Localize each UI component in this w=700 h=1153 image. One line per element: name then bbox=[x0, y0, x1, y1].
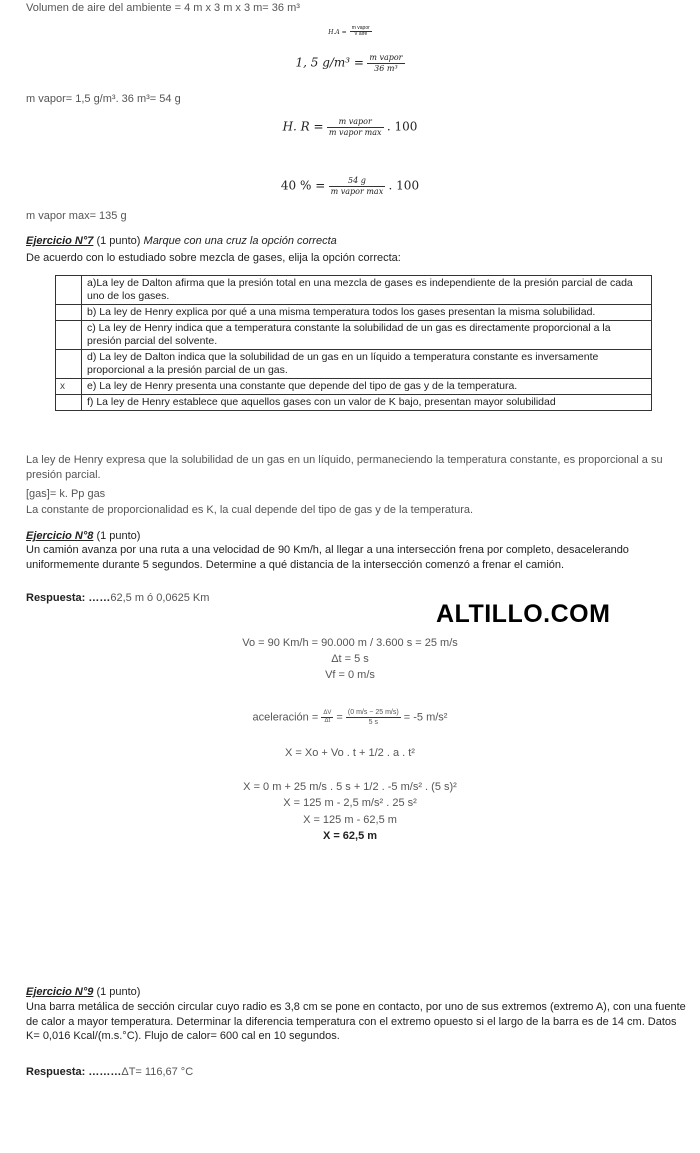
ej7-intro: De acuerdo con lo estudiado sobre mezcla de gases, elija la opción correcta: bbox=[26, 252, 401, 264]
option-row bbox=[56, 379, 652, 395]
option-text: e) La ley de Henry presenta una constante que depende del tipo de gas y de la temperatura. bbox=[82, 379, 652, 395]
option-row bbox=[56, 305, 652, 321]
acc-frac2-den: 5 s bbox=[368, 719, 378, 726]
ej9-title: Ejercicio N°9 bbox=[26, 986, 94, 998]
ej8-step-2: X = 125 m - 2,5 m/s² . 25 s² bbox=[283, 797, 417, 809]
equation-1 bbox=[0, 53, 700, 74]
acc-frac2-num: (0 m/s − 25 m/s) bbox=[347, 709, 399, 716]
acc-fraction-2 bbox=[346, 708, 401, 727]
acc-frac1-num: ΔV bbox=[323, 710, 332, 716]
ej7-instruction: Marque con una cruz la opción correcta bbox=[143, 235, 337, 247]
eq2-num: m vapor bbox=[327, 117, 384, 128]
hr-tiny-den: V aire bbox=[354, 30, 368, 37]
ej9-header bbox=[26, 985, 140, 999]
ej7-explanation-1: La ley de Henry expresa que la solubilidad de un gas en un líquido, permaneciendo la temperatura constante, es proporcional a su presión parcial. bbox=[26, 454, 663, 481]
acc-fraction-1 bbox=[321, 710, 333, 725]
ej9-answer bbox=[26, 1065, 193, 1079]
ej7-title: Ejercicio N°7 bbox=[26, 235, 94, 247]
ej9-answer-value: ΔT= 116,67 °C bbox=[121, 1066, 194, 1078]
eq3-den: m vapor max bbox=[330, 187, 384, 196]
hr-tiny-fraction bbox=[350, 26, 372, 37]
ej8-formula: X = Xo + Vo . t + 1/2 . a . t² bbox=[285, 747, 415, 759]
eq2-rhs: . 100 bbox=[386, 119, 418, 134]
option-checkbox-cell[interactable] bbox=[56, 395, 82, 411]
ej8-answer-label: Respuesta: bbox=[26, 592, 86, 604]
acc-label: aceleración = bbox=[252, 711, 319, 724]
option-checkbox-cell[interactable] bbox=[56, 276, 82, 305]
eq2-lhs: H. R = bbox=[282, 119, 324, 134]
eq1-lhs: 1, 5 g/m³ = bbox=[295, 55, 364, 70]
option-text: b) La ley de Henry explica por qué a una misma temperatura todos los gases presentan la misma solubilidad. bbox=[82, 305, 652, 321]
eq3-rhs: . 100 bbox=[388, 178, 420, 193]
ej8-step-3: X = 125 m - 62,5 m bbox=[303, 814, 397, 826]
eq1-num: m vapor bbox=[369, 53, 403, 62]
ej7-explanation-2: [gas]= k. Pp gas bbox=[26, 488, 106, 500]
option-checkbox-cell[interactable] bbox=[56, 350, 82, 379]
equation-2 bbox=[0, 117, 700, 138]
ej8-answer bbox=[26, 591, 209, 605]
option-text: d) La ley de Dalton indica que la solubilidad de un gas en un líquido a temperatura constante es inversamente proporcional a la presión parcial de un gas. bbox=[82, 350, 652, 379]
acc-result: = -5 m/s² bbox=[403, 711, 448, 724]
ej8-dt: Δt = 5 s bbox=[331, 653, 369, 665]
eq2-fraction bbox=[327, 117, 384, 138]
ej9-answer-label: Respuesta: bbox=[26, 1066, 86, 1078]
option-row bbox=[56, 395, 652, 411]
options-table bbox=[55, 275, 652, 411]
ej8-statement: Un camión avanza por una ruta a una velocidad de 90 Km/h, al llegar a una intersección frena por completo, desacelerando uniformemente durante 5 segundos. Determine a qué distancia de la intersección comenzó a frenar el camión. bbox=[26, 544, 629, 571]
option-text: a)La ley de Dalton afirma que la presión total en una mezcla de gases es independiente de la presión parcial de cada uno de los gases. bbox=[82, 276, 652, 305]
option-row bbox=[56, 321, 652, 350]
ej7-header bbox=[26, 234, 337, 248]
option-checkbox-cell[interactable] bbox=[56, 305, 82, 321]
eq1-den: 36 m³ bbox=[374, 64, 398, 73]
ej8-points: (1 punto) bbox=[96, 530, 141, 542]
ej8-title: Ejercicio N°8 bbox=[26, 530, 94, 542]
option-row bbox=[56, 276, 652, 305]
option-text: c) La ley de Henry indica que a temperatura constante la solubilidad de un gas es directamente proporcional a la presión parcial del solvente. bbox=[82, 321, 652, 350]
eq1-fraction bbox=[367, 53, 404, 74]
eq2-den: m vapor max bbox=[328, 128, 382, 137]
ej9-answer-dots: ……… bbox=[88, 1066, 122, 1078]
ej8-answer-dots: …… bbox=[88, 592, 111, 604]
eq3-lhs: 40 % = bbox=[280, 178, 326, 193]
hr-tiny-num: m vapor bbox=[351, 24, 370, 31]
ej9-points: (1 punto) bbox=[96, 986, 141, 998]
ej8-answer-value: 62,5 m ó 0,0625 Km bbox=[110, 592, 210, 604]
hr-tiny-lhs: H.A = bbox=[328, 29, 347, 36]
option-checkbox-cell[interactable]: x bbox=[56, 379, 82, 395]
altillo-logo: ALTILLO.COM bbox=[436, 600, 611, 628]
ej8-step-4: X = 62,5 m bbox=[322, 830, 378, 842]
ej8-step-1: X = 0 m + 25 m/s . 5 s + 1/2 . -5 m/s² . (5 s)² bbox=[243, 781, 457, 793]
eq3-num: 54 g bbox=[329, 176, 386, 187]
ej9-statement: Una barra metálica de sección circular cuyo radio es 3,8 cm se pone en contacto, por uno de sus extremos (extremo A), con una fuente de calor a mayor temperatura. Determinar la diferencia temperatura con el extremo opuesto si el largo de la barra es de 14 cm. Datos K= 0,016 Kcal/(m.s.°C). Flujo de calor= 600 cal en 10 segundos. bbox=[26, 1001, 686, 1042]
acc-frac1-den: Δt bbox=[324, 718, 331, 724]
option-checkbox-cell[interactable] bbox=[56, 321, 82, 350]
ej8-vo: Vo = 90 Km/h = 90.000 m / 3.600 s = 25 m/s bbox=[242, 637, 458, 649]
ej7-explanation-3: La constante de proporcionalidad es K, la cual depende del tipo de gas y de la temperatura. bbox=[26, 504, 474, 516]
hr-tiny-equation bbox=[0, 24, 700, 38]
ej7-points: (1 punto) bbox=[96, 235, 141, 247]
option-text: f) La ley de Henry establece que aquellos gases con un valor de K bajo, presentan mayor solubilidad bbox=[82, 395, 652, 411]
ej8-header bbox=[26, 529, 140, 543]
mvapormax-line: m vapor max= 135 g bbox=[26, 210, 127, 222]
equation-3 bbox=[0, 176, 700, 197]
option-row bbox=[56, 350, 652, 379]
volume-line: Volumen de aire del ambiente = 4 m x 3 m x 3 m= 36 m³ bbox=[26, 2, 300, 14]
eq3-fraction bbox=[329, 176, 386, 197]
ej8-vf: Vf = 0 m/s bbox=[325, 669, 375, 681]
ej8-acceleration: aceleración = $\frac{\Delta V}{\Delta t}$ = $\frac{(0 m/s - 25 m/s)}{5 s}$ = -5 m/s² bbox=[252, 709, 448, 726]
mvapor-line: m vapor= 1,5 g/m³. 36 m³= 54 g bbox=[26, 93, 181, 105]
